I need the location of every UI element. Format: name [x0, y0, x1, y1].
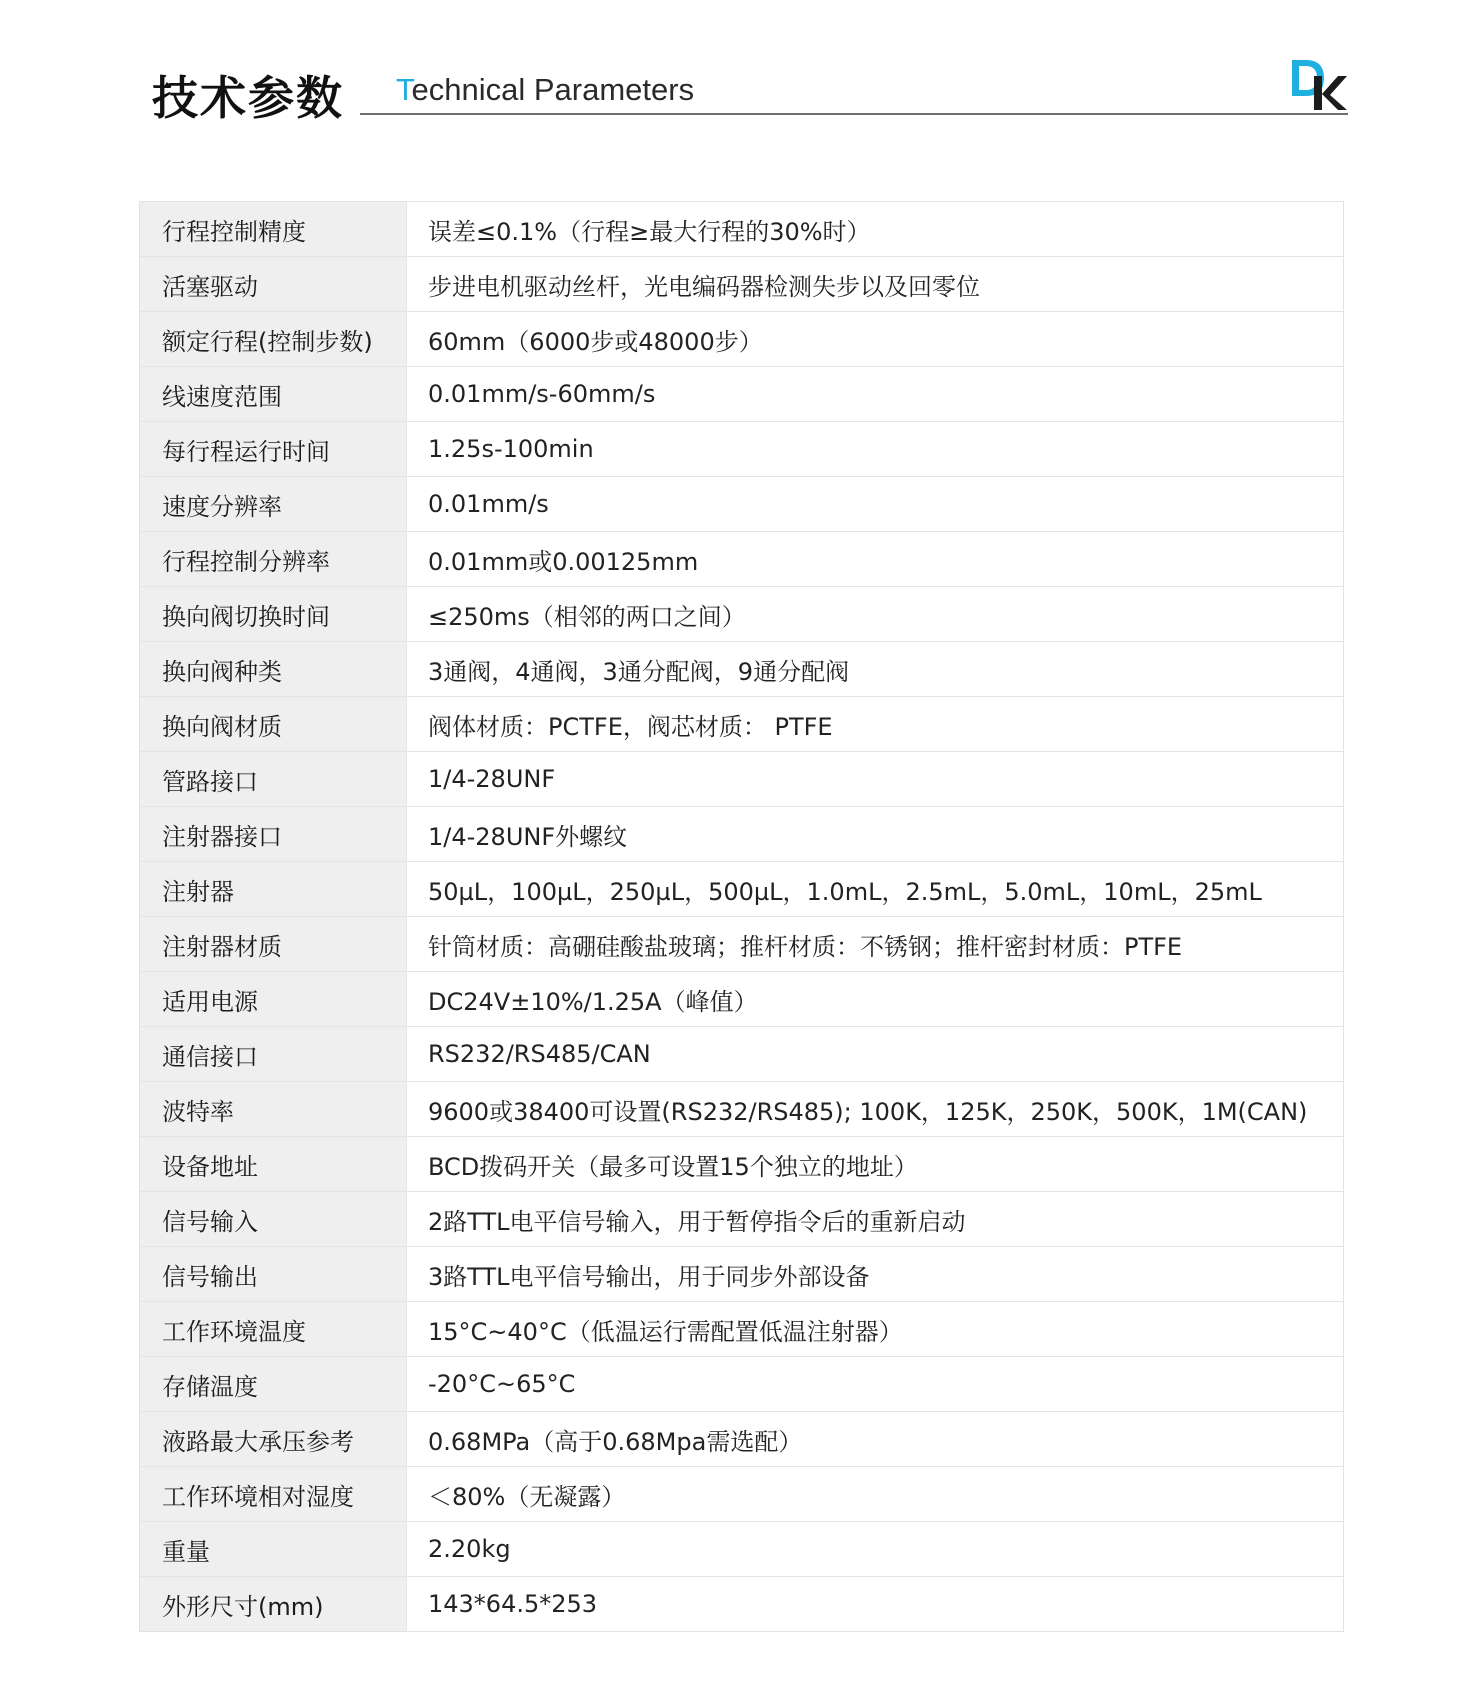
- param-value: 3通阀，4通阀，3通分配阀，9通分配阀: [407, 642, 1344, 697]
- param-value: ＜80%（无凝露）: [407, 1467, 1344, 1522]
- param-value: DC24V±10%/1.25A（峰值）: [407, 972, 1344, 1027]
- param-value: 50µL，100µL，250µL，500µL，1.0mL，2.5mL，5.0mL，10mL，25mL: [407, 862, 1344, 917]
- table-row: [140, 1467, 1344, 1522]
- param-label: 每行程运行时间: [140, 422, 407, 477]
- param-value: RS232/RS485/CAN: [407, 1027, 1344, 1082]
- table-row: [140, 1137, 1344, 1192]
- table-row: [140, 422, 1344, 477]
- param-value: 步进电机驱动丝杆，光电编码器检测失步以及回零位: [407, 257, 1344, 312]
- table-row: [140, 312, 1344, 367]
- param-value: 9600或38400可设置(RS232/RS485); 100K，125K，250K，500K，1M(CAN): [407, 1082, 1344, 1137]
- param-value: 1/4-28UNF外螺纹: [407, 807, 1344, 862]
- table-row: [140, 1577, 1344, 1632]
- page-subtitle: [396, 72, 694, 108]
- table-row: [140, 1302, 1344, 1357]
- page-title: 技术参数: [152, 71, 344, 125]
- param-label: 行程控制精度: [140, 202, 407, 257]
- param-value: 3路TTL电平信号输出，用于同步外部设备: [407, 1247, 1344, 1302]
- param-label: 信号输入: [140, 1192, 407, 1247]
- table-row: [140, 1522, 1344, 1577]
- subtitle-rest: echnical Parameters: [411, 72, 695, 107]
- table-row: [140, 1247, 1344, 1302]
- param-label: 换向阀切换时间: [140, 587, 407, 642]
- table-row: [140, 1412, 1344, 1467]
- table-row: [140, 202, 1344, 257]
- param-label: 通信接口: [140, 1027, 407, 1082]
- param-value: 0.01mm/s: [407, 477, 1344, 532]
- param-value: 60mm（6000步或48000步）: [407, 312, 1344, 367]
- param-label: 液路最大承压参考: [140, 1412, 407, 1467]
- table-row: [140, 532, 1344, 587]
- param-value: 误差≤0.1%（行程≥最大行程的30%时）: [407, 202, 1344, 257]
- param-value: ≤250ms（相邻的两口之间）: [407, 587, 1344, 642]
- table-row: [140, 477, 1344, 532]
- table-row: [140, 367, 1344, 422]
- param-value: 0.01mm或0.00125mm: [407, 532, 1344, 587]
- spec-table: [139, 201, 1344, 1632]
- param-value: 0.01mm/s-60mm/s: [407, 367, 1344, 422]
- param-label: 线速度范围: [140, 367, 407, 422]
- table-row: [140, 862, 1344, 917]
- param-label: 注射器: [140, 862, 407, 917]
- param-label: 额定行程(控制步数): [140, 312, 407, 367]
- param-value: BCD拨码开关（最多可设置15个独立的地址）: [407, 1137, 1344, 1192]
- table-row: [140, 807, 1344, 862]
- param-label: 波特率: [140, 1082, 407, 1137]
- param-label: 重量: [140, 1522, 407, 1577]
- param-value: 2路TTL电平信号输入，用于暂停指令后的重新启动: [407, 1192, 1344, 1247]
- param-value: 0.68MPa（高于0.68Mpa需选配）: [407, 1412, 1344, 1467]
- param-value: 1/4-28UNF: [407, 752, 1344, 807]
- param-label: 信号输出: [140, 1247, 407, 1302]
- table-row: [140, 587, 1344, 642]
- param-value: 143*64.5*253: [407, 1577, 1344, 1632]
- dk-logo: [1288, 56, 1348, 112]
- param-value: -20°C~65°C: [407, 1357, 1344, 1412]
- param-label: 注射器接口: [140, 807, 407, 862]
- param-label: 工作环境温度: [140, 1302, 407, 1357]
- table-row: [140, 642, 1344, 697]
- param-label: 速度分辨率: [140, 477, 407, 532]
- table-row: [140, 257, 1344, 312]
- table-row: [140, 917, 1344, 972]
- table-row: [140, 1192, 1344, 1247]
- page-header: [150, 58, 1348, 125]
- param-label: 换向阀种类: [140, 642, 407, 697]
- table-row: [140, 972, 1344, 1027]
- param-label: 活塞驱动: [140, 257, 407, 312]
- param-label: 外形尺寸(mm): [140, 1577, 407, 1632]
- subtitle-initial: T: [396, 72, 412, 107]
- title-underline: [360, 113, 1348, 115]
- param-label: 管路接口: [140, 752, 407, 807]
- table-row: [140, 1357, 1344, 1412]
- param-value: 阀体材质：PCTFE，阀芯材质： PTFE: [407, 697, 1344, 752]
- table-row: [140, 697, 1344, 752]
- table-row: [140, 1082, 1344, 1137]
- param-value: 针筒材质：高硼硅酸盐玻璃；推杆材质：不锈钢；推杆密封材质：PTFE: [407, 917, 1344, 972]
- param-label: 存储温度: [140, 1357, 407, 1412]
- param-label: 适用电源: [140, 972, 407, 1027]
- param-value: 2.20kg: [407, 1522, 1344, 1577]
- param-label: 工作环境相对湿度: [140, 1467, 407, 1522]
- table-row: [140, 1027, 1344, 1082]
- param-label: 换向阀材质: [140, 697, 407, 752]
- param-label: 设备地址: [140, 1137, 407, 1192]
- table-row: [140, 752, 1344, 807]
- param-label: 注射器材质: [140, 917, 407, 972]
- param-label: 行程控制分辨率: [140, 532, 407, 587]
- param-value: 15°C~40°C（低温运行需配置低温注射器）: [407, 1302, 1344, 1357]
- param-value: 1.25s-100min: [407, 422, 1344, 477]
